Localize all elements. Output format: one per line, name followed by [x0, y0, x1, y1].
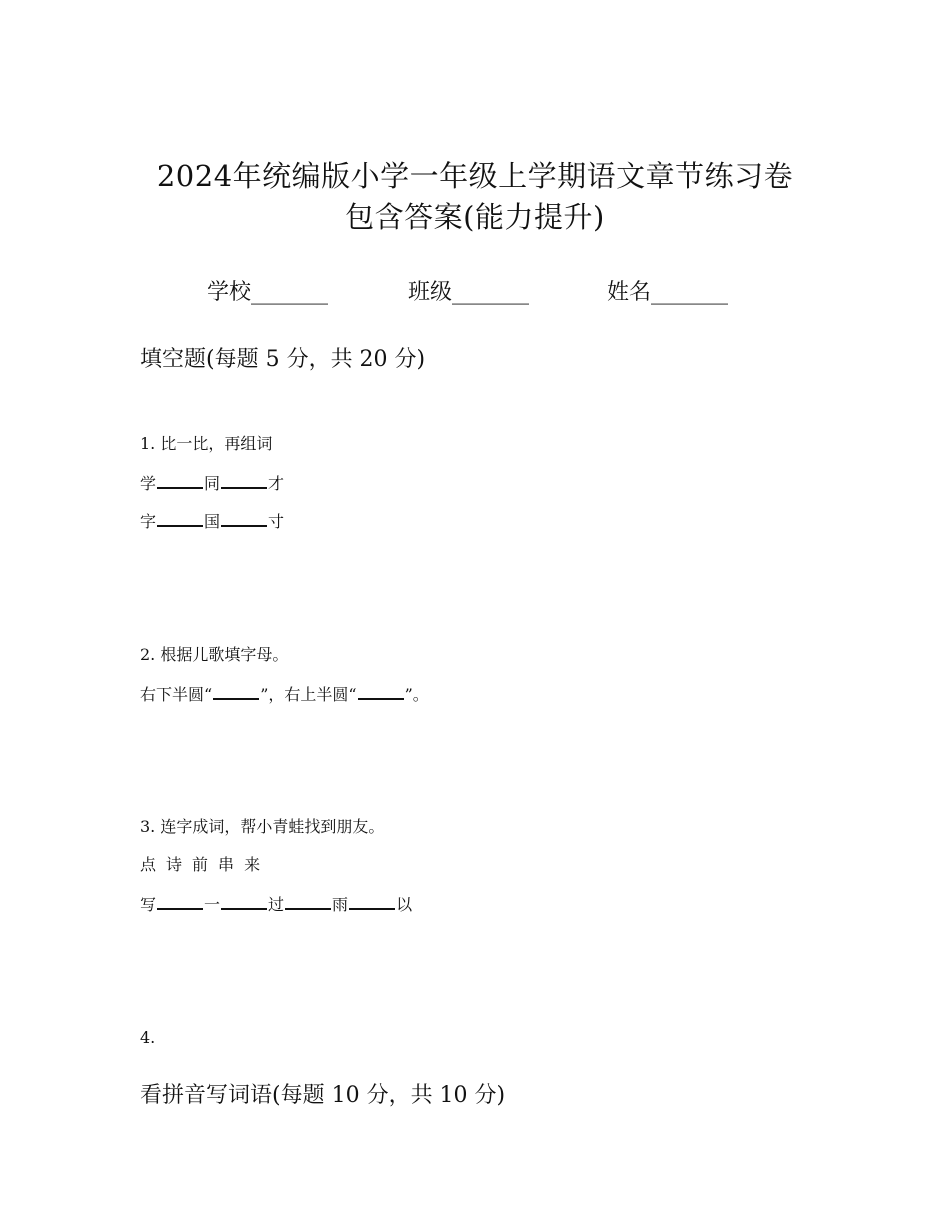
answer-blank[interactable]	[213, 682, 259, 700]
school-label: 学校	[207, 280, 252, 305]
char: 来	[244, 855, 261, 874]
char: 点	[140, 855, 157, 874]
answer-blank[interactable]	[157, 509, 203, 527]
answer-blank[interactable]	[157, 892, 203, 910]
answer-blank[interactable]	[221, 471, 267, 489]
question-3-row	[140, 892, 412, 916]
question-4-title: 4.	[140, 1028, 156, 1047]
question-1-row-1	[140, 471, 284, 495]
answer-blank[interactable]	[358, 682, 404, 700]
question-2-title: 2. 根据儿歌填字母。	[140, 645, 289, 664]
question-2-row	[140, 682, 429, 706]
name-label: 姓名	[607, 280, 652, 305]
name-blank: _______	[651, 280, 729, 305]
char: 学	[140, 474, 157, 493]
char: 前	[192, 855, 209, 874]
page-title: 2024年统编版小学一年级上学期语文章节练习卷	[156, 159, 794, 193]
char: 字	[140, 512, 157, 531]
class-label: 班级	[408, 280, 453, 305]
school-field[interactable]	[207, 278, 328, 308]
school-blank: _______	[251, 280, 329, 305]
answer-blank[interactable]	[349, 892, 395, 910]
char: 以	[396, 895, 413, 914]
name-field[interactable]	[607, 278, 728, 308]
char: 雨	[332, 895, 349, 914]
question-3-title: 3. 连字成词，帮小青蛙找到朋友。	[140, 817, 385, 836]
question-text: 右下半圆“	[140, 685, 213, 704]
answer-blank[interactable]	[221, 509, 267, 527]
question-text: ”，右上半圆“	[260, 685, 357, 704]
char: 一	[204, 895, 221, 914]
char: 才	[268, 474, 285, 493]
char: 同	[204, 474, 221, 493]
char: 寸	[268, 512, 285, 531]
answer-blank[interactable]	[285, 892, 331, 910]
page-subtitle: 包含答案(能力提升)	[345, 200, 605, 234]
char: 写	[140, 895, 157, 914]
question-1-title: 1. 比一比，再组词	[140, 434, 273, 453]
question-3-chars	[140, 854, 260, 876]
char: 串	[218, 855, 235, 874]
class-field[interactable]	[408, 278, 529, 308]
char: 过	[268, 895, 285, 914]
question-text: ”。	[404, 685, 429, 704]
answer-blank[interactable]	[221, 892, 267, 910]
question-1-row-2	[140, 509, 284, 533]
char: 国	[204, 512, 221, 531]
class-blank: _______	[452, 280, 530, 305]
answer-blank[interactable]	[157, 471, 203, 489]
char: 诗	[166, 855, 183, 874]
section-heading-pinyin: 看拼音写词语(每题 10 分，共 10 分)	[140, 1083, 506, 1108]
section-heading-fill-in: 填空题(每题 5 分，共 20 分)	[140, 347, 426, 372]
